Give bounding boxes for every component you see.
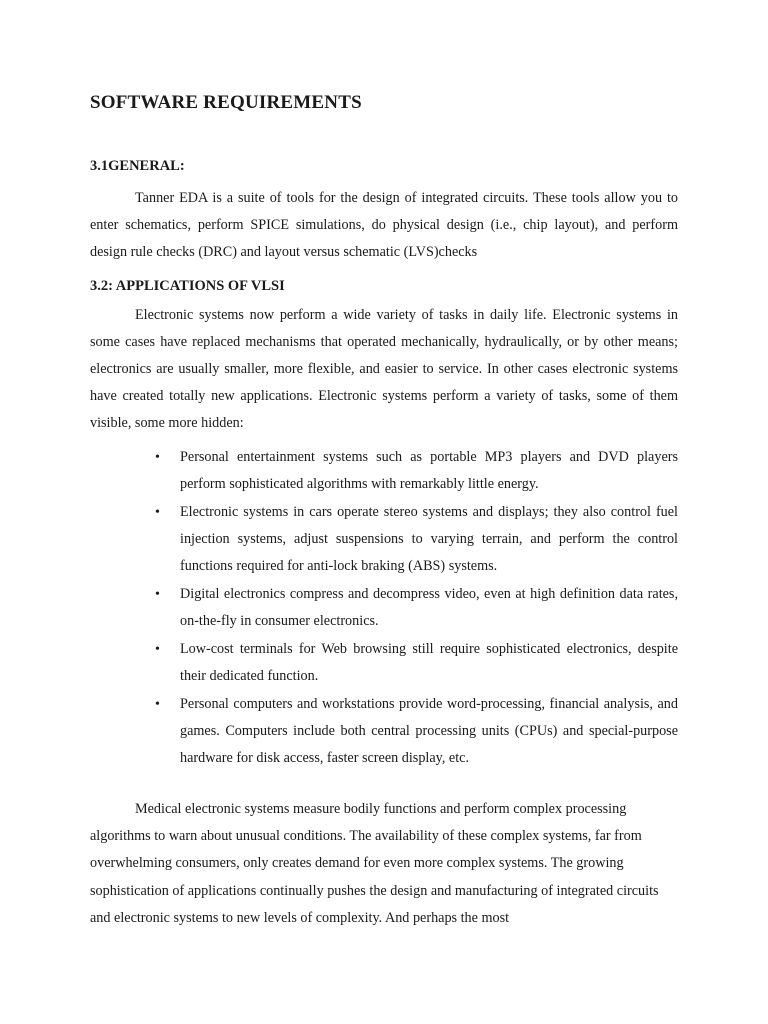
list-item-text: Electronic systems in cars operate stereo systems and displays; they also control fuel injection systems, adjust suspensions to varying terrain, and perform the control functions required for anti-lock braking (ABS) systems. [180,504,678,574]
list-item-text: Digital electronics compress and decompress video, even at high definition data rates, on-the-fly in consumer electronics. [180,586,678,629]
bullet-icon: • [155,505,160,520]
list-item [155,636,678,690]
list-item-text: Low-cost terminals for Web browsing still require sophisticated electronics, despite their dedicated function. [180,641,678,684]
section-heading-applications: 3.2: APPLICATIONS OF VLSI [90,278,285,294]
general-paragraph: Tanner EDA is a suite of tools for the design of integrated circuits. These tools allow you to enter schematics, perform SPICE simulations, do physical design (i.e., chip layout), and perform design rule checks (DRC) and layout versus schematic (LVS)checks [90,190,678,260]
bullet-icon: • [155,587,160,602]
bullet-icon: • [155,450,160,465]
list-item-text: Personal entertainment systems such as portable MP3 players and DVD players perform sophisticated algorithms with remarkably little energy. [180,449,678,492]
applications-paragraph: Electronic systems now perform a wide variety of tasks in daily life. Electronic systems in some cases have replaced mechanisms that operated mechanically, hydraulically, or by other means; electronics are usually smaller, more flexible, and easier to service. In other cases electronic systems have created totally new applications. Electronic systems perform a variety of tasks, some of them visible, some more hidden: [90,307,678,431]
bullet-icon: • [155,642,160,657]
list-item [155,499,678,580]
bullet-icon: • [155,697,160,712]
list-item-text: Personal computers and workstations provide word-processing, financial analysis, and games. Computers include both central processing units (CPUs) and special-purpose hardware for disk access, faster screen display, etc. [180,696,678,766]
section-heading-general: 3.1GENERAL: [90,158,185,174]
list-item [155,691,678,772]
page-title: SOFTWARE REQUIREMENTS [90,92,362,113]
applications-bullet-list [155,444,678,773]
medical-paragraph: Medical electronic systems measure bodily functions and perform complex processing algorithms to warn about unusual conditions. The availability of these complex systems, far from overwhelming consumers, only creates demand for even more complex systems. The growing sophistication of applications continually pushes the design and manufacturing of integrated circuits and electronic systems to new levels of complexity. And perhaps the most [90,801,659,926]
list-item [155,444,678,498]
list-item [155,581,678,635]
